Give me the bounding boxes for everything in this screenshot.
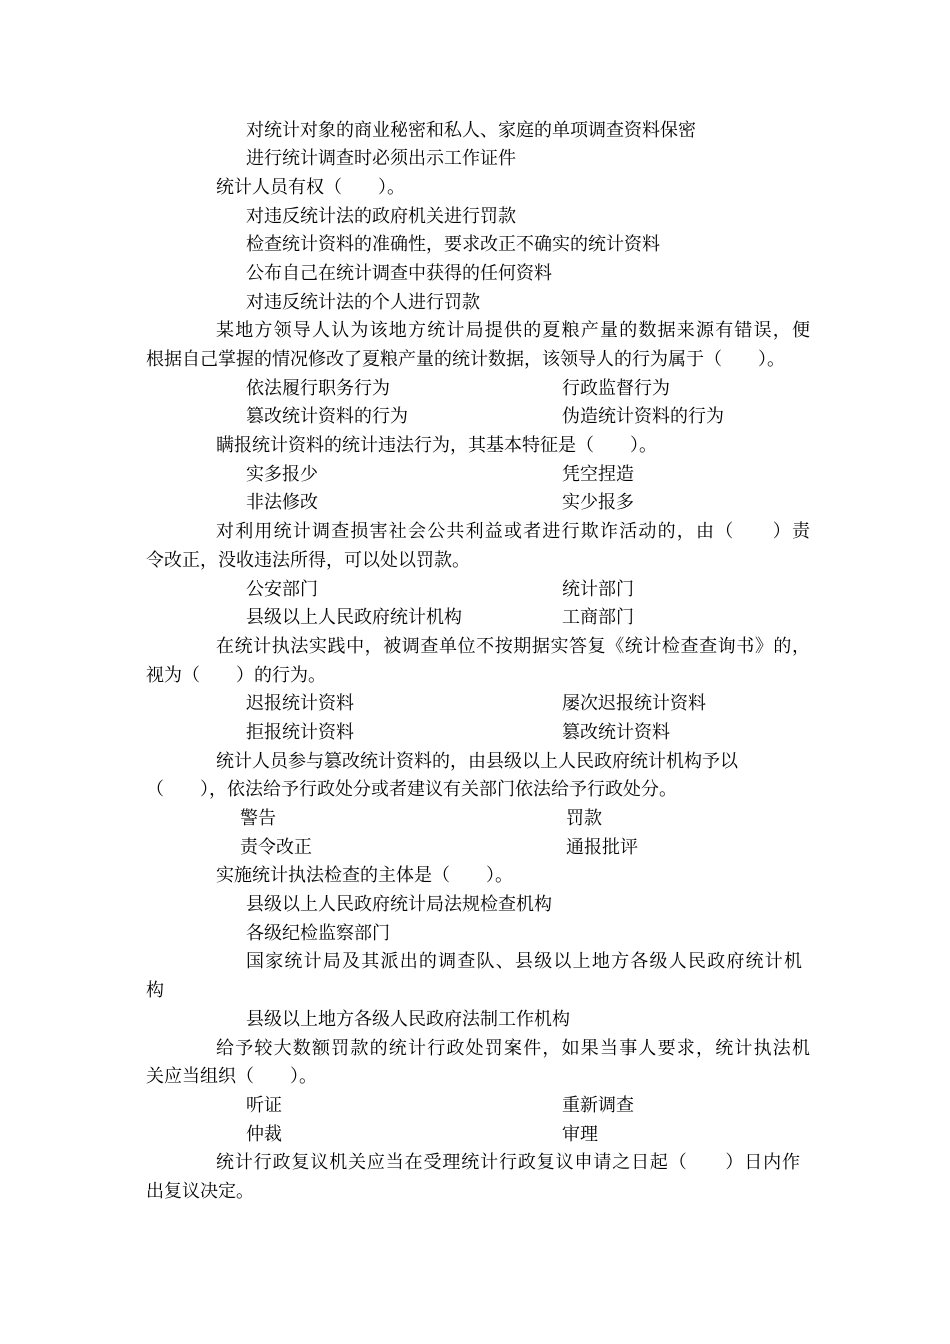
option-text: 伪造统计资料的行为	[562, 406, 724, 427]
question-text-continued: 视为（ ）的行为。	[146, 665, 326, 686]
question-text: 统计人员有权（ ）。	[216, 177, 405, 198]
option-text: 进行统计调查时必须出示工作证件	[246, 148, 516, 169]
option-text: 篡改统计资料	[562, 722, 670, 743]
option-text: 公安部门	[246, 579, 318, 600]
option-text: 非法修改	[246, 492, 318, 513]
question-text-continued: （ ），依法给予行政处分或者建议有关部门依法给予行政处分。	[146, 779, 677, 800]
option-text: 罚款	[566, 808, 602, 829]
question-text-continued: 令改正，没收违法所得，可以处以罚款。	[146, 550, 470, 571]
option-text: 行政监督行为	[562, 378, 670, 399]
option-text: 公布自己在统计调查中获得的任何资料	[246, 263, 552, 284]
option-text: 审理	[562, 1124, 598, 1145]
option-text: 责令改正	[240, 837, 312, 858]
question-text: 实施统计执法检查的主体是（ ）。	[216, 865, 513, 886]
question-text: 某地方领导人认为该地方统计局提供的夏粮产量的数据来源有错误，便	[216, 320, 810, 341]
option-text: 依法履行职务行为	[246, 378, 390, 399]
option-text: 县级以上人民政府统计机构	[246, 607, 462, 628]
option-text: 县级以上地方各级人民政府法制工作机构	[246, 1009, 570, 1030]
option-text: 仲裁	[246, 1124, 282, 1145]
question-text-continued: 关应当组织（ ）。	[146, 1066, 317, 1087]
option-text: 实多报少	[246, 464, 318, 485]
option-text: 警告	[240, 808, 276, 829]
option-text: 凭空捏造	[562, 464, 634, 485]
option-text: 对统计对象的商业秘密和私人、家庭的单项调查资料保密	[246, 120, 696, 141]
question-text-continued: 出复议决定。	[146, 1181, 254, 1202]
option-text-continued: 构	[146, 980, 164, 1001]
option-text: 拒报统计资料	[246, 722, 354, 743]
question-text-continued: 根据自己掌握的情况修改了夏粮产量的统计数据，该领导人的行为属于（ ）。	[146, 349, 785, 370]
option-text: 县级以上人民政府统计局法规检查机构	[246, 894, 552, 915]
option-text: 屡次迟报统计资料	[562, 693, 706, 714]
option-text: 篡改统计资料的行为	[246, 406, 408, 427]
question-text: 给予较大数额罚款的统计行政处罚案件，如果当事人要求，统计执法机	[216, 1038, 810, 1059]
question-text: 瞒报统计资料的统计违法行为，其基本特征是（ ）。	[216, 435, 657, 456]
option-text: 检查统计资料的准确性，要求改正不确实的统计资料	[246, 234, 660, 255]
option-text: 重新调查	[562, 1095, 634, 1116]
option-text: 各级纪检监察部门	[246, 923, 390, 944]
option-text: 国家统计局及其派出的调查队、县级以上地方各级人民政府统计机	[246, 951, 802, 972]
option-text: 统计部门	[562, 579, 634, 600]
option-text: 迟报统计资料	[246, 693, 354, 714]
question-text: 在统计执法实践中，被调查单位不按期据实答复《统计检查查询书》的，	[216, 636, 810, 657]
option-text: 听证	[246, 1095, 282, 1116]
option-text: 工商部门	[562, 607, 634, 628]
question-text: 统计人员参与篡改统计资料的，由县级以上人民政府统计机构予以	[216, 751, 738, 772]
question-text: 对利用统计调查损害社会公共利益或者进行欺诈活动的，由（ ）责	[216, 521, 810, 542]
option-text: 实少报多	[562, 492, 634, 513]
option-text: 通报批评	[566, 837, 638, 858]
question-text: 统计行政复议机关应当在受理统计行政复议申请之日起（ ）日内作	[216, 1152, 800, 1173]
option-text: 对违反统计法的个人进行罚款	[246, 292, 480, 313]
option-text: 对违反统计法的政府机关进行罚款	[246, 206, 516, 227]
